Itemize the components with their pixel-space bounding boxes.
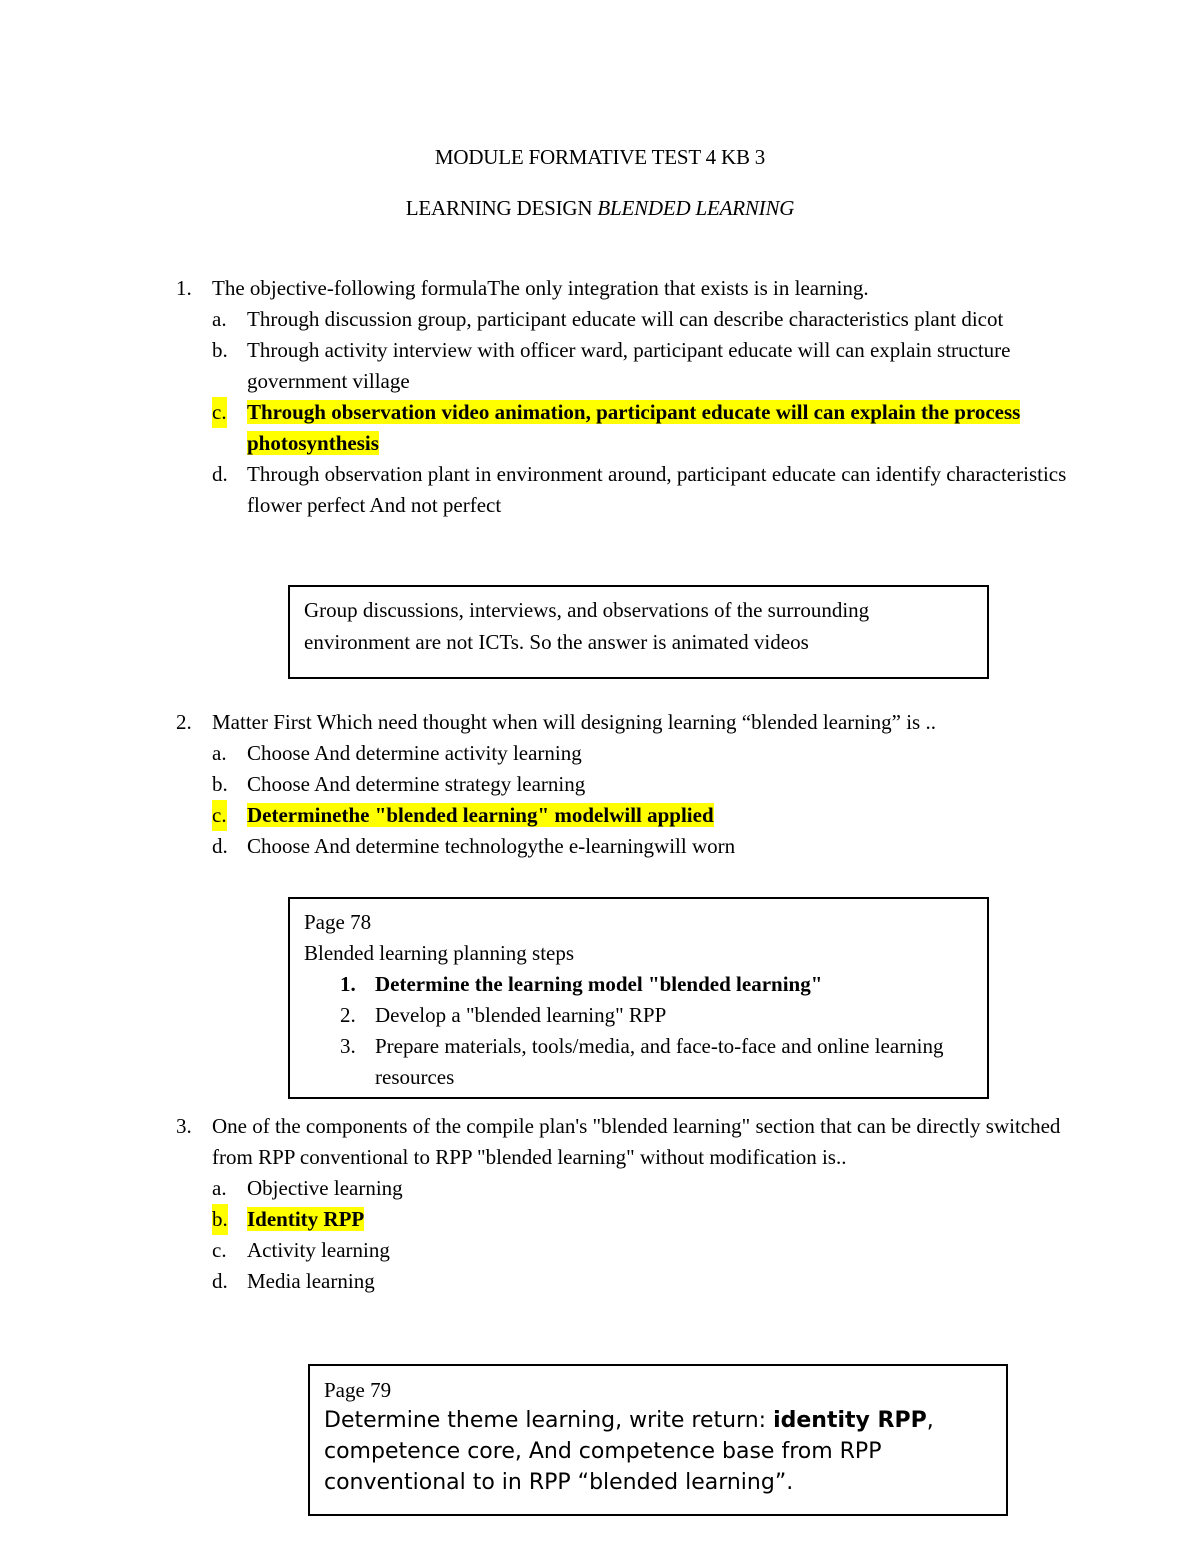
question-1 <box>176 273 1076 521</box>
option-text: Determinethe "blended learning" modelwill applied <box>247 803 714 827</box>
step-number: 1. <box>340 972 356 996</box>
option-c <box>212 1235 1076 1266</box>
question-3 <box>176 1111 1076 1297</box>
option-letter: c. <box>212 800 227 831</box>
note-page-ref: Page 79 <box>324 1378 392 1402</box>
question-2 <box>176 707 1076 862</box>
option-a <box>212 1173 1076 1204</box>
option-letter: d. <box>212 1269 228 1293</box>
step-text: Determine the learning model "blended learning" <box>375 972 823 996</box>
subtitle-prefix: LEARNING DESIGN <box>405 196 598 220</box>
step-item <box>304 1031 973 1093</box>
step-item <box>304 969 973 1000</box>
option-a <box>212 738 1076 769</box>
note-page-ref: Page 78 <box>304 910 372 934</box>
option-letter: c. <box>212 1238 227 1262</box>
question-number: 3. <box>176 1114 192 1138</box>
option-letter: a. <box>212 1176 227 1200</box>
question-text: Matter First Which need thought when will designing learning “blended learning” is .. <box>212 710 936 734</box>
note-text <box>324 1405 992 1498</box>
option-d <box>212 831 1076 862</box>
note-heading: Blended learning planning steps <box>304 941 575 965</box>
question-text: The objective-following formulaThe only integration that exists is in learning. <box>212 276 869 300</box>
option-letter: b. <box>212 338 228 362</box>
option-text: Through observation video animation, participant educate will can explain the process photosynthesis <box>247 400 1021 455</box>
step-number: 3. <box>340 1034 356 1058</box>
document-title: MODULE FORMATIVE TEST 4 KB 3 <box>434 145 766 169</box>
option-b <box>212 335 1076 397</box>
subtitle-italic: BLENDED LEARNING <box>597 196 795 220</box>
question-text: One of the components of the compile plan's "blended learning" section that can be directly switched from RPP conventional to RPP "blended learning" without modification is.. <box>212 1114 1061 1169</box>
note-text-bold: identity RPP <box>773 1408 927 1433</box>
note-box-1 <box>288 585 989 679</box>
note-text: Group discussions, interviews, and observations of the surrounding environment are not ICTs. So the answer is animated videos <box>304 598 870 654</box>
option-text: Identity RPP <box>247 1207 365 1231</box>
option-letter: a. <box>212 307 227 331</box>
option-letter: b. <box>212 772 228 796</box>
question-number: 1. <box>176 276 192 300</box>
option-letter: c. <box>212 397 227 428</box>
option-text: Through discussion group, participant educate will can describe characteristics plant dicot <box>247 307 1004 331</box>
option-letter: d. <box>212 834 228 858</box>
option-b <box>212 769 1076 800</box>
option-d <box>212 1266 1076 1297</box>
option-text: Through observation plant in environment around, participant educate can identify characteristics flower perfect And not perfect <box>247 462 1067 517</box>
option-c-correct <box>212 397 1076 459</box>
step-item <box>304 1000 973 1031</box>
option-b-correct <box>212 1204 1076 1235</box>
option-c-correct <box>212 800 1076 831</box>
document-subtitle <box>0 196 1200 221</box>
option-letter: b. <box>212 1204 228 1235</box>
option-d <box>212 459 1076 521</box>
note-text-after: , competence core, And competence base from RPP conventional to in RPP “blended learning”. <box>324 1408 934 1495</box>
note-box-3 <box>308 1364 1008 1516</box>
option-a <box>212 304 1076 335</box>
note-text-before: Determine theme learning, write return: <box>324 1408 774 1433</box>
option-text: Choose And determine activity learning <box>247 741 582 765</box>
step-text: Develop a "blended learning" RPP <box>375 1003 667 1027</box>
note-box-2 <box>288 897 989 1099</box>
option-text: Activity learning <box>247 1238 390 1262</box>
step-number: 2. <box>340 1003 356 1027</box>
steps-list <box>304 969 973 1093</box>
option-letter: a. <box>212 741 227 765</box>
option-text: Media learning <box>247 1269 375 1293</box>
option-text: Choose And determine technologythe e-learningwill worn <box>247 834 736 858</box>
option-letter: d. <box>212 462 228 486</box>
option-text: Objective learning <box>247 1176 403 1200</box>
option-text: Through activity interview with officer ward, participant educate will can explain structure government village <box>247 338 1011 393</box>
option-text: Choose And determine strategy learning <box>247 772 586 796</box>
step-text: Prepare materials, tools/media, and face-to-face and online learning resources <box>375 1034 944 1089</box>
question-number: 2. <box>176 710 192 734</box>
